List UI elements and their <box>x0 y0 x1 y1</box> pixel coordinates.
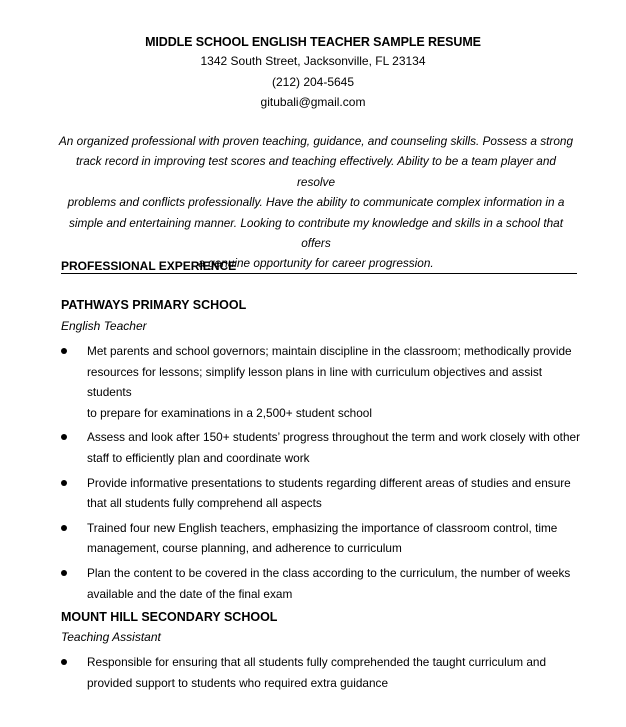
section-heading-professional-experience <box>61 259 577 274</box>
job-title: Teaching Assistant <box>61 630 161 644</box>
bullet-icon <box>61 525 67 531</box>
summary-line: a genuine opportunity for career progression. <box>198 256 434 271</box>
bullet-line: Met parents and school governors; maintain discipline in the classroom; methodically provide <box>87 344 572 358</box>
bullet-icon <box>61 434 67 440</box>
bullet-item <box>61 341 581 423</box>
bullet-icon <box>61 480 67 486</box>
summary-line: An organized professional with proven teaching, guidance, and counseling skills. Possess a strong <box>58 134 574 148</box>
bullet-line: available and the date of the final exam <box>87 586 293 601</box>
bullet-line: provided support to students who required extra guidance <box>87 675 389 690</box>
bullet-line: Provide informative presentations to students regarding different areas of studies and ensure <box>87 475 571 490</box>
section-heading-label: PROFESSIONAL EXPERIENCE <box>61 259 237 273</box>
job-title: English Teacher <box>61 319 147 333</box>
bullet-icon <box>61 348 67 354</box>
email-address: gitubali@gmail.com <box>260 95 366 109</box>
job-bullets <box>61 341 581 608</box>
bullet-line: Responsible for ensuring that all students fully comprehended the taught curriculum and <box>87 655 547 669</box>
bullet-icon <box>61 659 67 665</box>
bullet-icon <box>61 570 67 576</box>
summary-line: track record in improving test scores and teaching effectively. Ability to be a team player and resolve <box>76 154 556 189</box>
employer-name: PATHWAYS PRIMARY SCHOOL <box>61 298 247 312</box>
bullet-item <box>61 473 581 514</box>
bullet-item <box>61 652 581 693</box>
bullet-line: that all students fully comprehend all aspects <box>87 496 322 511</box>
employer-name: MOUNT HILL SECONDARY SCHOOL <box>61 610 278 624</box>
bullet-line: to prepare for examinations in a 2,500+ student school <box>87 405 372 420</box>
professional-summary <box>58 131 574 274</box>
job-bullets <box>61 652 581 697</box>
resume-title: MIDDLE SCHOOL ENGLISH TEACHER SAMPLE RESUME <box>145 35 481 49</box>
bullet-item <box>61 563 581 604</box>
summary-line: problems and conflicts professionally. Have the ability to communicate complex information in a <box>67 195 565 210</box>
bullet-item <box>61 427 581 468</box>
bullet-item <box>61 518 581 559</box>
bullet-line: Trained four new English teachers, emphasizing the importance of classroom control, time <box>87 520 558 535</box>
bullet-line: management, course planning, and adherence to curriculum <box>87 541 402 556</box>
phone-number: (212) 204-5645 <box>271 75 355 89</box>
bullet-line: staff to efficiently plan and coordinate work <box>87 450 310 465</box>
bullet-line: Plan the content to be covered in the class according to the curriculum, the number of weeks <box>87 565 571 580</box>
summary-line: simple and entertaining manner. Looking to contribute my knowledge and skills in a school that offers <box>68 215 563 251</box>
bullet-line: resources for lessons; simplify lesson plans in line with curriculum objectives and assist students <box>87 364 543 400</box>
address: 1342 South Street, Jacksonville, FL 23134 <box>200 54 426 68</box>
bullet-line: Assess and look after 150+ students’ progress throughout the term and work closely with other <box>87 430 581 445</box>
